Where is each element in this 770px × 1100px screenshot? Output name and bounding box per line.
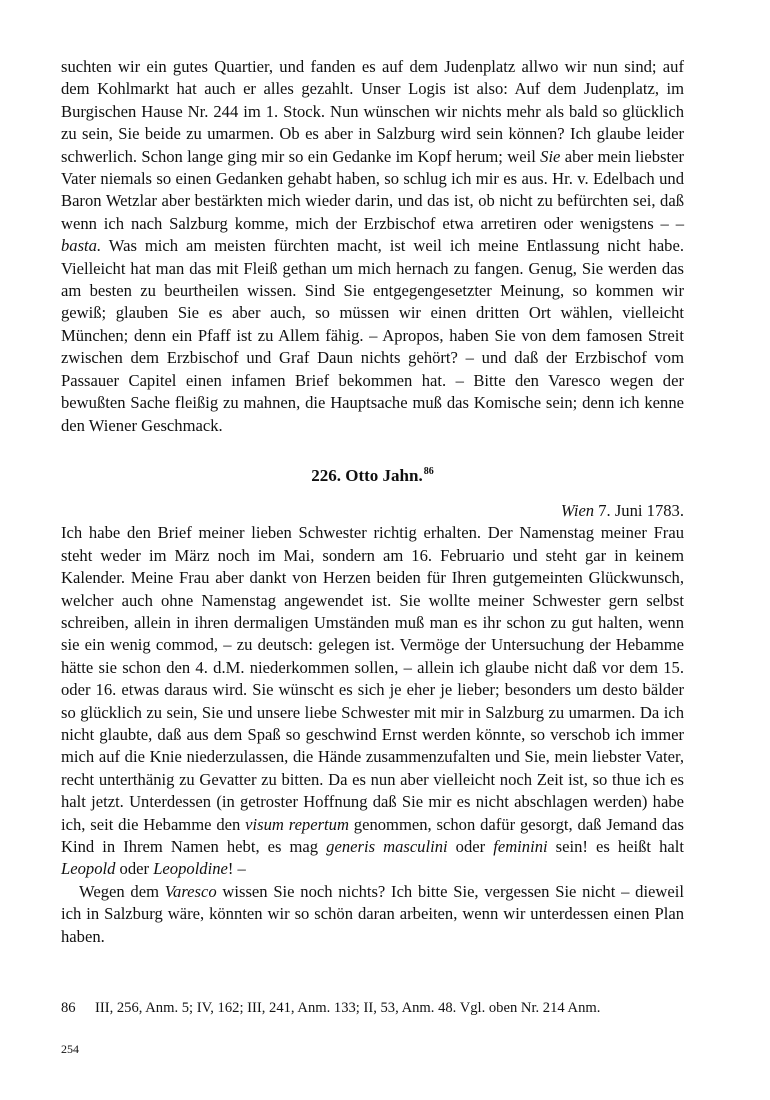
heading-text: 226. Otto Jahn. (311, 465, 423, 485)
italic-run: Varesco (164, 881, 217, 901)
text-run: Was mich am meisten fürchten macht, ist weil ich meine Entlassung nicht habe. Vielleicht hat man das mit Fleiß gethan um mich hernach zu fangen. Genug, Sie werden das am besten zu beurtheilen wissen. Sind Sie entgegengesetzter Meinung, so kommen wir gewiß; glauben Sie es aber auch, so müssen wir einen dritten Ort wählen, vielleicht München; denn ein Pfaff ist zu Allem fähig. – Apropos, haben Sie von dem famosen Streit zwischen dem Erzbischof und Graf Daun nichts gehört? – und daß der Erzbischof vom Passauer Capitel einen infamen Brief bekommen hat. – Bitte den Varesco wegen der bewußten Sache fleißig zu mahnen, die Hauptsache muß das Komische sein; denn ich kenne den Wiener Geschmack. (61, 236, 684, 435)
paragraph-letter-end (61, 56, 684, 437)
text-run: genommen, schon dafür gesorgt, daß Jemand das Kind in Ihrem Namen hebt, es mag (61, 814, 684, 856)
paragraph-letter-closing (61, 881, 684, 948)
italic-run: Sie (540, 146, 561, 166)
footnote-text: III, 256, Anm. 5; IV, 162; III, 241, Anm. 133; II, 53, Anm. 48. Vgl. oben Nr. 214 Anm. (95, 1000, 601, 1016)
italic-run: feminini (493, 837, 548, 856)
page-body (61, 56, 684, 948)
page-number: 254 (61, 1042, 79, 1056)
dateline-place: Wien (560, 500, 595, 520)
paragraph-letter-body (61, 522, 684, 881)
text-run: ! – (227, 859, 246, 879)
dateline (61, 500, 684, 522)
text-run: oder (447, 837, 494, 856)
dateline-date: 7. Juni 1783. (594, 500, 684, 520)
italic-run: visum repertum (245, 814, 349, 834)
italic-run: Leopold (61, 859, 116, 879)
text-run: wissen Sie noch nichts? Ich bitte Sie, vergessen Sie nicht – dieweil ich in Salzburg wäre, könnten wir so schön daran arbeiten, wenn wir unterdessen einen Plan haben. (61, 881, 684, 946)
text-run: oder (115, 859, 154, 879)
text-run: aber mein liebster Vater niemals so einen Gedanken gehabt haben, so schlug ich mir es aus. Hr. v. Edelbach und Baron Wetzlar aber bestärkten mich wieder darin, und das ist, ob nicht zu befürchten sei, daß wenn ich nach Salzburg komme, mich der Erzbischof etwa arretiren oder wenigstens – – (61, 146, 684, 233)
italic-run: Leopoldine (153, 859, 228, 879)
footnote-ref: 86 (423, 465, 434, 477)
text-run: Wegen dem (79, 881, 165, 901)
italic-run: basta. (61, 236, 102, 256)
text-run: sein! es heißt halt (547, 837, 684, 856)
italic-run: generis masculini (326, 837, 448, 856)
text-run: Ich habe den Brief meiner lieben Schwester richtig erhalten. Der Namenstag meiner Frau steht weder im März noch im Mai, sondern am 16. Februario und steht gar in keinem Kalender. Meine Frau aber dankt von Herzen beiden für Ihren gutgemeinten Glückwunsch, welcher auch ohne Namenstag angewendet ist. Sie wollte meiner Schwester gern selbst schreiben, allein in ihren dermaligen Umständen muß man es ihr schon zu gut halten, wenn sie ein wenig commod, – zu deutsch: gelegen ist. Vermöge der Untersuchung der Hebamme hätte sie schon den 4. d.M. niederkommen sollen, – allein ich glaube nicht daß vor dem 15. oder 16. etwas daraus wird. Sie wünscht es sich je eher je lieber; besonders um desto bälder so glücklich zu sein, Sie und unsere liebe Schwester mit mir in Salzburg zu umarmen. Da ich nicht glaubte, daß aus dem Spaß so geschwind Ernst werden könnte, so verschob ich immer mich auf die Knie niederzulassen, die Hände zusammenzufalten und Sie, mein liebster Vater, recht unterthänig zu Gevatter zu bitten. Da es nun aber vielleicht noch Zeit ist, so thue ich es halt jetzt. Unterdessen (in getroster Hoffnung daß Sie mir es nicht abschlagen werden) habe ich, seit die Hebamme den (61, 523, 684, 834)
footnote-number: 86 (61, 1000, 76, 1016)
letter-heading (61, 466, 684, 486)
footnote (61, 998, 684, 1018)
text-run: suchten wir ein gutes Quartier, und fanden es auf dem Judenplatz allwo wir nun sind; auf dem Kohlmarkt hat auch er alles gezahlt. Unser Logis ist also: Auf dem Judenplatz, im Burgischen Hause Nr. 244 im 1. Stock. Nun wünschen wir nichts mehr als bald so glücklich zu sein, Sie beide zu umarmen. Ob es aber in Salzburg wird sein können? Ich glaube leider schwerlich. Schon lange ging mir so ein Gedanke im Kopf herum; weil (61, 57, 684, 166)
